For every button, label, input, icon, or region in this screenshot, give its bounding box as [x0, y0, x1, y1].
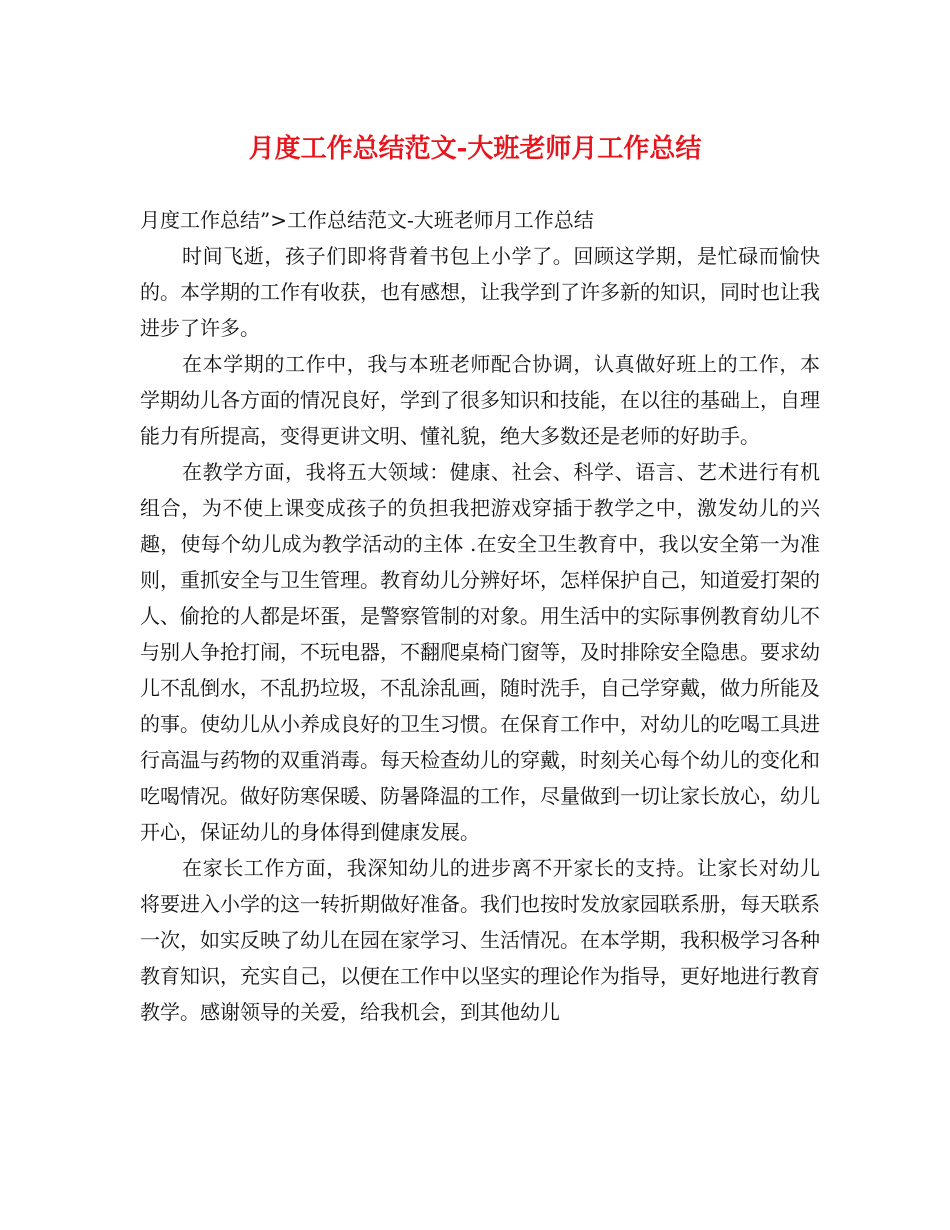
paragraph-1: 时间飞逝，孩子们即将背着书包上小学了。回顾这学期，是忙碌而愉快的。本学期的工作有收获，也有感想，让我学到了许多新的知识，同时也让我进步了许多。 — [140, 244, 820, 340]
paragraph-3: 在教学方面，我将五大领域：健康、社会、科学、语言、艺术进行有机组合，为不使上课变成孩子的负担我把游戏穿插于教学之中，激发幼儿的兴趣，使每个幼儿成为教学活动的主体 .在安全卫生教育中，我以安全第一为准则，重抓安全与卫生管理。教育幼儿分辨好坏，怎样保护自己，知道爱打架的人、偷抢的人都是坏蛋，是警察管制的对象。用生活中的实际事例教育幼儿不与别人争抢打闹，不玩电器，不翻爬桌椅门窗等，及时排除安全隐患。要求幼儿不乱倒水，不乱扔垃圾，不乱涂乱画，随时洗手，自己学穿戴，做力所能及的事。使幼儿从小养成良好的卫生习惯。在保育工作中，对幼儿的吃喝工具进行高温与药物的双重消毒。每天检查幼儿的穿戴，时刻关心每个幼儿的变化和吃喝情况。做好防寒保暖、防暑降温的工作，尽量做到一切让家长放心，幼儿开心，保证幼儿的身体得到健康发展。 — [140, 460, 820, 844]
paragraph-2: 在本学期的工作中，我与本班老师配合协调，认真做好班上的工作，本学期幼儿各方面的情况良好，学到了很多知识和技能，在以往的基础上，自理能力有所提高，变得更讲文明、懂礼貌，绝大多数还是老师的好助手。 — [140, 352, 820, 448]
document-subline: 月度工作总结”>工作总结范文-大班老师月工作总结 — [140, 208, 594, 232]
paragraph-4: 在家长工作方面，我深知幼儿的进步离不开家长的支持。让家长对幼儿将要进入小学的这一转折期做好准备。我们也按时发放家园联系册，每天联系一次，如实反映了幼儿在园在家学习、生活情况。在本学期，我积极学习各种教育知识，充实自己，以便在工作中以坚实的理论作为指导，更好地进行教育教学。感谢领导的关爱，给我机会，到其他幼儿 — [140, 856, 820, 1024]
document-body — [140, 202, 820, 1030]
document-title: 月度工作总结范文-大班老师月工作总结 — [248, 134, 702, 164]
